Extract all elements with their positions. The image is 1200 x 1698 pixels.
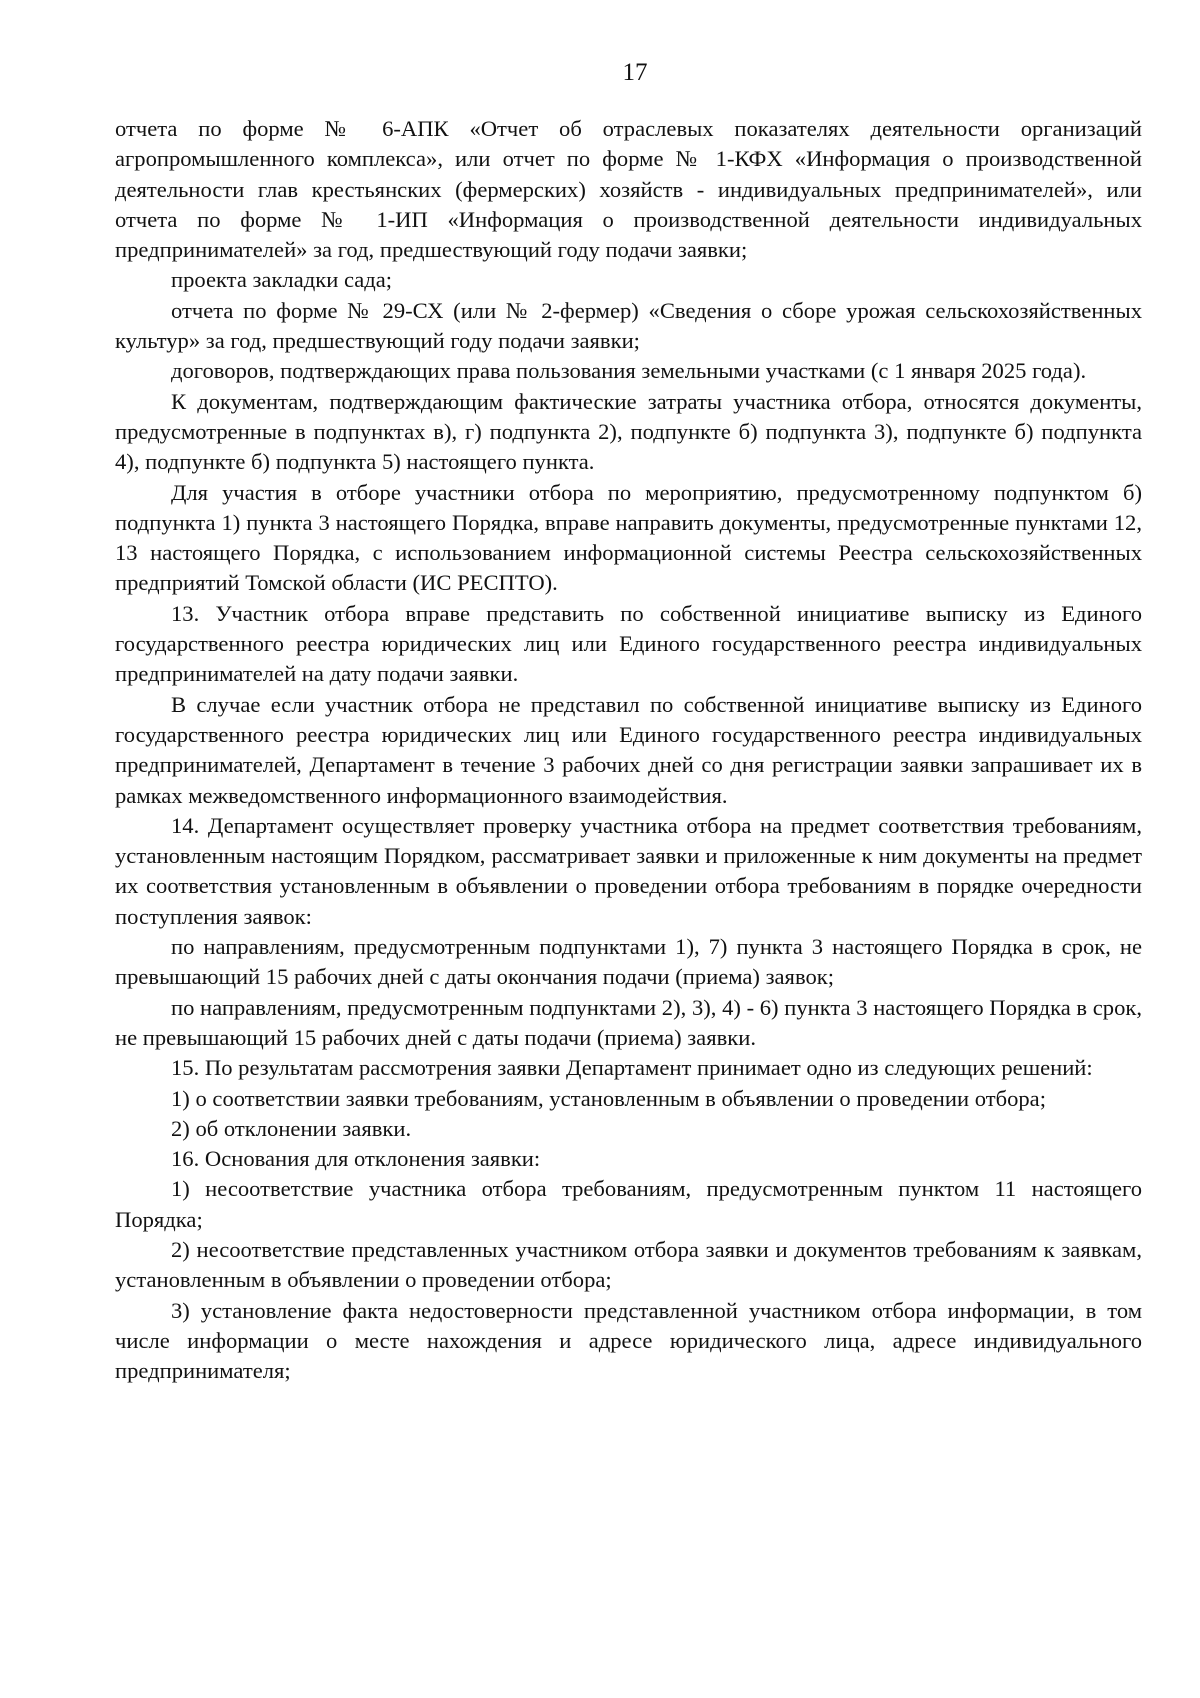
paragraph: 14. Департамент осуществляет проверку участника отбора на предмет соответствия требованиям, установленным настоящим Порядком, рассматривает заявки и приложенные к ним документы на предмет их соответствия установленным в объявлении о проведении отбора требованиям в порядке очередности поступления заявок: — [115, 812, 1142, 929]
paragraph: К документам, подтверждающим фактические затраты участника отбора, относятся документы, предусмотренные в подпунктах в), г) подпункта 2), подпункте б) подпункта 3), подпункте б) подпункта 4), подпункте б) подпункта 5) настоящего пункта. — [115, 388, 1142, 475]
paragraph: отчета по форме № 29-СХ (или № 2-фермер) «Сведения о сборе урожая сельскохозяйственных культур» за год, предшествующий году подачи заявки; — [115, 297, 1142, 354]
paragraph: 2) об отклонении заявки. — [171, 1115, 412, 1141]
paragraph: 16. Основания для отклонения заявки: — [171, 1146, 541, 1172]
paragraph: Для участия в отборе участники отбора по мероприятию, предусмотренному подпунктом б) подпункта 1) пункта 3 настоящего Порядка, вправе направить документы, предусмотренные пунктами 12, 13 настоящего Порядка, с использованием информационной системы Реестра сельскохозяйственных предприятий Томской области (ИС РЕСПТО). — [115, 479, 1142, 596]
page-number: 17 — [622, 59, 648, 86]
paragraph: проекта закладки сада; — [171, 267, 393, 293]
paragraph: договоров, подтверждающих права пользования земельными участками (с 1 января 2025 года). — [171, 358, 1087, 384]
paragraph: 1) несоответствие участника отбора требованиям, предусмотренным пунктом 11 настоящего Порядка; — [115, 1176, 1142, 1232]
paragraph: отчета по форме № 6-АПК «Отчет об отраслевых показателях деятельности организаций агропромышленного комплекса», или отчет по форме № 1-КФХ «Информация о производственной деятельности глав крестьянских (фермерских) хозяйств - индивидуальных предпринимателей», или отчета по форме № 1-ИП «Информация о производственной деятельности индивидуальных предпринимателей» за год, предшествующий году подачи заявки; — [115, 116, 1142, 263]
paragraph: 15. По результатам рассмотрения заявки Департамент принимает одно из следующих решений: — [171, 1055, 1093, 1081]
paragraph: 13. Участник отбора вправе представить по собственной инициативе выписку из Единого государственного реестра юридических лиц или Единого государственного реестра индивидуальных предпринимателей на дату подачи заявки. — [115, 600, 1142, 687]
paragraph: 1) о соответствии заявки требованиям, установленным в объявлении о проведении отбора; — [171, 1085, 1046, 1111]
paragraph: В случае если участник отбора не представил по собственной инициативе выписку из Единого государственного реестра юридических лиц или Единого государственного реестра индивидуальных предпринимателей, Департамент в течение 3 рабочих дней со дня регистрации заявки запрашивает их в рамках межведомственного информационного взаимодействия. — [115, 691, 1142, 808]
paragraph: по направлениям, предусмотренным подпунктами 1), 7) пункта 3 настоящего Порядка в срок, не превышающий 15 рабочих дней с даты окончания подачи (приема) заявок; — [115, 934, 1142, 990]
paragraph: по направлениям, предусмотренным подпунктами 2), 3), 4) - 6) пункта 3 настоящего Порядка в срок, не превышающий 15 рабочих дней с даты подачи (приема) заявки. — [115, 994, 1142, 1050]
paragraph: 2) несоответствие представленных участником отбора заявки и документов требованиям к заявкам, установленным в объявлении о проведении отбора; — [115, 1236, 1142, 1293]
paragraph: 3) установление факта недостоверности представленной участником отбора информации, в том числе информации о месте нахождения и адресе юридического лица, адресе индивидуального предпринимателя; — [115, 1297, 1142, 1384]
document-body — [115, 114, 1142, 1386]
